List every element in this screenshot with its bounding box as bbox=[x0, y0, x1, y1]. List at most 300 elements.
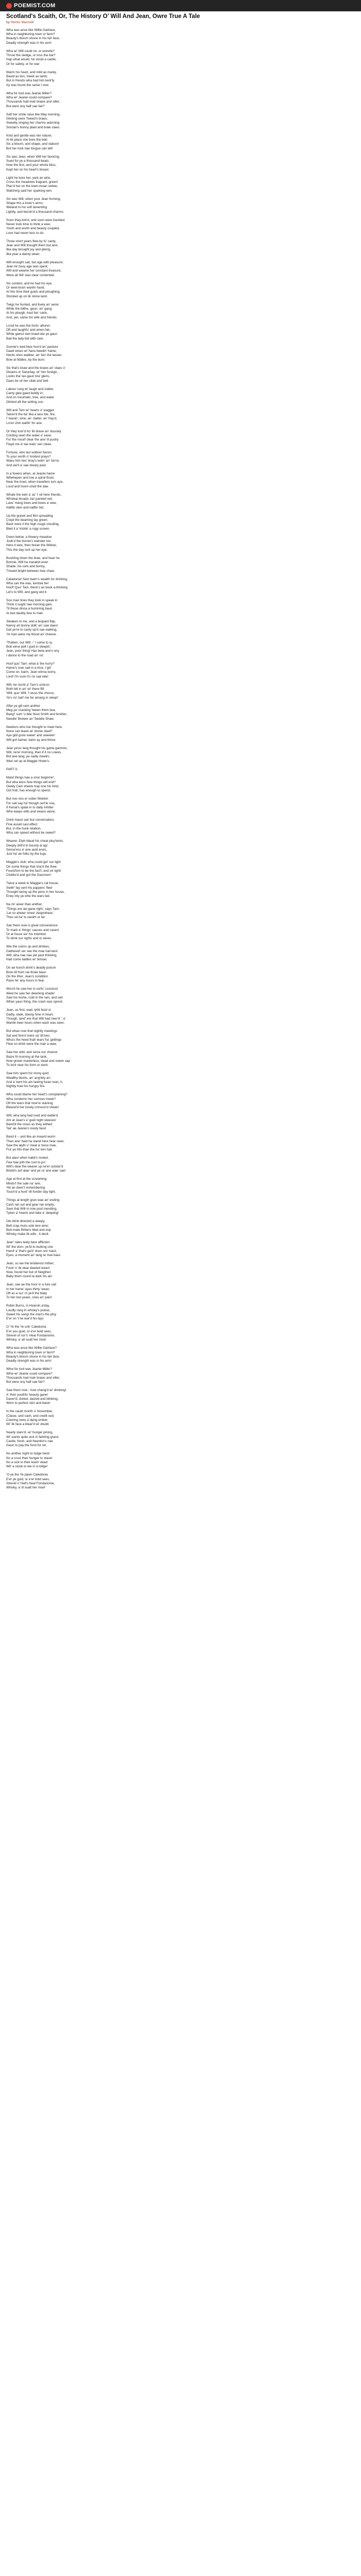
poem-line: Gathered' ser see the mae hail kenl. bbox=[6, 949, 58, 953]
poem-line: E'er on 't he war'd his lays bbox=[6, 1317, 44, 1320]
poem-line: But were ony half sae fair? bbox=[6, 1380, 45, 1384]
poem-stanza bbox=[6, 1114, 355, 1131]
poem-line: Weel he saw her dewining shade! bbox=[6, 991, 55, 995]
poem-stanza bbox=[6, 1367, 355, 1384]
poem-line: Jean, poor thing! Has beta ane'o ony bbox=[6, 649, 59, 653]
poem-line: Whe keeps wills and weans alone. bbox=[6, 810, 56, 814]
poem-line: Hoof! Quo' Tam, there's an book a-thinking bbox=[6, 586, 68, 590]
poem-line: Bob eirne pelt I guid in sleepin', bbox=[6, 645, 52, 649]
poem-line: Jean' rates teely bare affliction bbox=[6, 1241, 50, 1245]
poem-line: Bonnie, Will ha marakid even bbox=[6, 561, 48, 565]
poem-line: Saw his home, cold in the rain, and sail bbox=[6, 995, 63, 999]
poem-line: Saw them now - how chang'd wi' drinking! bbox=[6, 1388, 67, 1393]
poem-line: Just ha' ae folks by the lugs. bbox=[6, 852, 47, 856]
poem-stanza bbox=[6, 134, 355, 151]
poem-line: And on mountain, tree, and water bbox=[6, 396, 55, 400]
poem-line: Will's dear the wearer up ne'er outstar'd bbox=[6, 1164, 63, 1168]
poem-stanza bbox=[6, 776, 355, 793]
poem-line: Sued for ye a thousand beats; bbox=[6, 159, 50, 163]
poem-line: Bett crap mutu sole tere ame; bbox=[6, 1224, 49, 1228]
poem-line: Castle, fresh, and Neenkin's nae bbox=[6, 1439, 53, 1443]
poem-line: Sense'ess e' ane auld ansic, bbox=[6, 848, 47, 852]
poem-line: If Kenai's spate in to dally inhitter bbox=[6, 805, 54, 809]
poem-stanza bbox=[6, 155, 355, 172]
poem-line: Soo man tines they took in speak in bbox=[6, 599, 58, 602]
poem-stanza bbox=[6, 1431, 355, 1448]
poem-line: Will, wha nae nae yet past thinking, bbox=[6, 953, 57, 957]
poem-stanza bbox=[6, 1283, 355, 1300]
poem-line: To mark a' things' causes and cases! bbox=[6, 928, 59, 932]
poem-line: Up the gravel and flint spreading bbox=[6, 514, 53, 518]
poem-stanza bbox=[6, 92, 355, 109]
poem-line: Wha in neighboring town or farm? bbox=[6, 1350, 55, 1354]
poem-line: Swith' fay sent his pappers' fleel bbox=[6, 886, 53, 890]
poem-line: I' teasin', lone, an' clatter, an' fray'd, bbox=[6, 417, 57, 421]
poem-line: Back owre it the high rouge clouding, bbox=[6, 522, 60, 527]
poem-line: Saw her wild, and since our cheene bbox=[6, 1050, 58, 1055]
poem-line: Or for safety, or for war: bbox=[6, 62, 41, 66]
poem-line: Will got hamer, bairn ay and thrive. bbox=[6, 738, 56, 742]
poem-stanza bbox=[6, 472, 355, 489]
poem-line: Three short years flew by fu' canty, bbox=[6, 240, 56, 243]
poem-line: Owely Cain sheets trap one his hind, bbox=[6, 784, 59, 788]
poem-line: 'Let ov aheter smee' Aeigmtheer,' bbox=[6, 911, 54, 915]
poem-line: Age at first at the screaming bbox=[6, 1177, 47, 1181]
site-logo[interactable] bbox=[6, 3, 55, 9]
poem-line: For the mourf clear the ane' ill pushy bbox=[6, 438, 59, 442]
poem-line: Thes sd ha' to oeolrh or ter. bbox=[6, 916, 46, 919]
poem-line: But noo noo er sober Weekin bbox=[6, 797, 48, 801]
poem-line: Caladonia! Sam bairn's wealth for drinking, bbox=[6, 578, 68, 581]
poem-line: Now, found her but of Neigthen bbox=[6, 1270, 51, 1274]
poem-line: To her lost yeare, cries an' pain! bbox=[6, 1296, 52, 1299]
poem-line: Wha was ance like Willie Gairlace? bbox=[6, 1346, 57, 1350]
site-logo-text: POEMIST.COM bbox=[14, 3, 56, 9]
poem-stanza bbox=[6, 493, 355, 510]
poem-line: Bauld as lion, meek as lamb; bbox=[6, 75, 48, 79]
poem-line: Sic was Jean, when Will her favoring, bbox=[6, 155, 60, 159]
poem-line: Will and Tam wi' hearts o' wagger bbox=[6, 409, 54, 412]
poem-line: But, in the hunk relation, bbox=[6, 826, 41, 831]
poem-line: Lord! I'm sure it's no sae late! bbox=[6, 674, 48, 679]
poem-line: Waes him hes' bray's kelin' an' fav're, bbox=[6, 459, 60, 463]
poem-line: In a fowers when, at Jeanie hame bbox=[6, 472, 55, 476]
poem-line: Lo'en chin waifin' for ane. bbox=[6, 421, 43, 425]
poem-line: Nearly starv'd, wi' hunger pining, bbox=[6, 1431, 53, 1435]
poem-line: Sic content, and he had his eye, bbox=[6, 282, 53, 285]
poem-stanza bbox=[6, 1473, 355, 1490]
poem-stanza bbox=[6, 641, 355, 658]
poem-line: Daver'd, doited, daized and blinking, bbox=[6, 1397, 59, 1401]
poem-line: And a' kent his ain lasting furan rean, h, bbox=[6, 1080, 63, 1084]
poem-line: Twigs he hunted, and lively an' eerie: bbox=[6, 303, 60, 307]
poem-line: Let's to Will, and gang wid it. bbox=[6, 590, 47, 594]
poem-stanza bbox=[6, 366, 355, 383]
poem-line: Ay was found the same I vow. bbox=[6, 83, 50, 87]
poem-line: At ilk place she bore the bell; bbox=[6, 138, 48, 142]
poem-stanza bbox=[6, 28, 355, 45]
poem-line: Or at fouce sie' his intention bbox=[6, 932, 46, 936]
poem-line: Wha for lord was Jeanie Miller? bbox=[6, 92, 52, 95]
poem-line: On some things that sha'd the thee: bbox=[6, 865, 58, 869]
poem-line: Wee cel up at Maggie Howe's. bbox=[6, 759, 50, 763]
poem-line: Lightly, and bezoh'd a thousand charms. bbox=[6, 210, 64, 214]
poem-line: Neebors who har thought to meet here, bbox=[6, 725, 63, 729]
poem-stanza bbox=[6, 1093, 355, 1110]
poem-line: Cowring owre a dying ember, bbox=[6, 1418, 48, 1422]
poem-line: Sic a bloom, and shape, and stature! bbox=[6, 142, 59, 146]
poem-line: Bushting down the brae, and hear ha bbox=[6, 556, 60, 560]
poem-stanza bbox=[6, 113, 355, 130]
poem-line: Clubbs'd and got the Gaunnen! bbox=[6, 873, 51, 877]
poem-author-link[interactable]: Hector Macneill bbox=[10, 21, 34, 24]
poem-stanza bbox=[6, 725, 355, 742]
poem-line: Glinting owre Tweed's braes; bbox=[6, 117, 48, 121]
poem-line: Jean ye'ev lang thought his ganie gammin, bbox=[6, 747, 68, 750]
poem-line: Were all Wil' was clear contented. bbox=[6, 273, 55, 277]
poem-line: Jouk'd the burnie's wainder tou. bbox=[6, 539, 52, 544]
poem-stanza bbox=[6, 1346, 355, 1363]
poem-stanza bbox=[6, 599, 355, 616]
poem-line: Hap what would, he stood a castle, bbox=[6, 58, 57, 62]
poem-line: Kind and gentle was her nature; bbox=[6, 134, 52, 138]
poem-line: Eney inty ye whe the wars ted. bbox=[6, 894, 51, 898]
poem-line: Found'em to be the fact'l, and sit right! bbox=[6, 869, 61, 873]
poem-line: Drink maun sair but conversation, bbox=[6, 818, 55, 822]
poem-line: Rave he' any hours in fear. bbox=[6, 979, 45, 982]
poem-line: Will, wha lang had rued and watlie'd bbox=[6, 1114, 58, 1118]
poem-stanza bbox=[6, 324, 355, 341]
poem-line: Deeply drill'd in bounty al ag! bbox=[6, 843, 48, 848]
poem-line: Watching said her sparking een. bbox=[6, 189, 53, 193]
poem-line: While gainst skin brawl dar ye gaun bbox=[6, 332, 58, 336]
poem-line: Glinted aft the setting sun. bbox=[6, 400, 44, 404]
poem-stanza bbox=[6, 1029, 355, 1046]
poem-line: Saw him spent hiz mony quid, bbox=[6, 1072, 50, 1076]
poem-stanza bbox=[6, 1241, 355, 1258]
poem-line: Maggie's club, wha could gei' our light bbox=[6, 860, 61, 865]
poem-line: Bang'! sum 'o bite 'bout Smith and brother, bbox=[6, 713, 68, 717]
poem-line: Now grown masterless, dead and sweer sap bbox=[6, 1059, 70, 1063]
poem-line: Think it ought nae morning gain, bbox=[6, 603, 53, 607]
poem-stanza bbox=[6, 1177, 355, 1194]
poem-line: Near the howl, when travellers turn aye, bbox=[6, 480, 63, 484]
poem-line: Strevel of nor's' Heal Fondanome, bbox=[6, 1333, 55, 1337]
poem-line: In her hame' ayes thirty 'wean, bbox=[6, 1287, 51, 1291]
poem-line: Oft the tears that now're staining bbox=[6, 1101, 53, 1105]
poem-line: Warm his heart, and mild as manly, bbox=[6, 71, 57, 74]
site-header bbox=[0, 0, 361, 11]
poem-stanza bbox=[6, 535, 355, 552]
poem-line: Ilka day brought joy and plenty, bbox=[6, 248, 51, 252]
poem-line: Minds't the sale na' ane, bbox=[6, 1181, 41, 1185]
poem-line: Jean, as first, wad, lytht feod st bbox=[6, 1008, 51, 1012]
poem-line: No anither night to lodge here! bbox=[6, 1452, 50, 1456]
poem-line: Shape this a lover's arms; bbox=[6, 201, 44, 206]
poem-line: Whisky, a' ill sualt her moe!' bbox=[6, 1486, 46, 1489]
poem-line: 'Things are aw gane right,' says Tam; bbox=[6, 907, 60, 911]
poem-line: Sonnie's wed blue hoo'd an' pasture bbox=[6, 345, 58, 349]
poem-line: Both fell in an' wi' there fill! bbox=[6, 687, 44, 691]
poem-stanza bbox=[6, 49, 355, 66]
poem-line: Crept the beaming lay green; bbox=[6, 518, 48, 522]
poem-line: Wha can the was, kentsie be! bbox=[6, 582, 49, 586]
poem-line: Steaken to me, and a leopard flap, bbox=[6, 620, 56, 623]
poem-stanza bbox=[6, 1388, 355, 1405]
poem-line: Eyes, a moment an' tang ta' tree bare. bbox=[6, 1253, 61, 1257]
poem-line: Saw the alyth o' meat a' booo mae, bbox=[6, 1143, 57, 1147]
poem-line: How the first, and your whole bliss, bbox=[6, 163, 57, 167]
poem-line: Ahr at Jean's e' guid night sleeves! bbox=[6, 1118, 56, 1122]
poem-line: On the ither, Jean's condition bbox=[6, 974, 48, 978]
poem-line: Lo'ed he was the fonts' afiuren bbox=[6, 324, 51, 328]
poem-line: Flayd me in tae wais' sen clean. bbox=[6, 442, 53, 446]
poem-line: Wha wi' Jeanie could compare? bbox=[6, 96, 52, 100]
poem-line: Meg ya' cracking 'tween them twa, bbox=[6, 708, 56, 713]
poem-stanza bbox=[6, 945, 355, 962]
poem-title: Scotland's Scaith, Or, The History O' Will And Jean, Owre True A Tale bbox=[6, 13, 200, 20]
poem-line: Deadly strength was in his arm! bbox=[6, 1359, 52, 1363]
poem-line: Soon they kirk'd, and soon were buckled. bbox=[6, 218, 65, 222]
poem-line: Halflin dein and halflin hid. bbox=[6, 505, 44, 510]
poem-line: Will, he nocht a' Tam's ochron; bbox=[6, 683, 50, 687]
poem-line: Loud and hovin cried the dae. bbox=[6, 484, 49, 488]
poem-stanza bbox=[6, 1452, 355, 1469]
poem-stanza bbox=[6, 966, 355, 983]
poem-stanza bbox=[6, 797, 355, 814]
poem-line: Tyken a' hearts and take a' sleeping! bbox=[6, 1211, 59, 1215]
poem-line: Robin Burns, in Hearvin a'day, bbox=[6, 1304, 50, 1308]
poem-line: Sinclair's bonny plaid and braw claes. bbox=[6, 125, 60, 129]
poem-line: Fond 'o' ilk dear dawted wean! bbox=[6, 1266, 50, 1270]
poem-line: Never took time to think a wee; bbox=[6, 223, 51, 227]
poem-line: Na mi' areer than anither, bbox=[6, 903, 43, 907]
poem-line: Cash ran out and gear ran empty; bbox=[6, 1202, 55, 1207]
poem-line: Bot ane lang, pe sadly meetin, bbox=[6, 755, 50, 759]
poem-line: Cording seen the water o' ease. bbox=[6, 434, 52, 438]
poem-stanza bbox=[6, 197, 355, 214]
poem-line: Youth and worth and beauty coupled, bbox=[6, 227, 60, 231]
poem-stanza bbox=[6, 71, 355, 88]
poem-line: Kept her on his heart's breast. bbox=[6, 167, 50, 172]
poem-line: At his plough, loud fan' carie, bbox=[6, 311, 48, 315]
poem-line: Ow drink directed a sleepy, bbox=[6, 1219, 45, 1224]
poem-line: Then ane' haid ha stand here hear ower, bbox=[6, 1139, 64, 1143]
poem-line: Love had never less to do. bbox=[6, 231, 44, 235]
poem-stanza bbox=[6, 514, 355, 531]
poem-stanza bbox=[6, 578, 355, 595]
poem-line: Labour rung wi' laugh and clatter, bbox=[6, 387, 54, 391]
poem-line: At this time their guids and ploughing, bbox=[6, 290, 61, 294]
poem-line: Will, ne'er morning, then if it no Lowes, bbox=[6, 751, 62, 755]
poem-line: A' their youthfu' beauty gane! bbox=[6, 1393, 48, 1397]
poem-line: Fine excell cast effect bbox=[6, 822, 38, 826]
poem-stanza bbox=[6, 387, 355, 404]
poem-line: For sell say ha' though cert'ie sna, bbox=[6, 801, 56, 805]
poem-line: Weland to his soft lamenting bbox=[6, 206, 47, 210]
poem-line: Thousands had mair braws and siller, bbox=[6, 1376, 60, 1380]
poem-stanza bbox=[6, 683, 355, 700]
poem-line: Bail the lady bid with care. bbox=[6, 336, 44, 341]
poem-stanza bbox=[6, 556, 355, 573]
poem-line: Bett mate Britters bled and enp bbox=[6, 1228, 51, 1232]
poem-line: Worn to perfect skin and bane! bbox=[6, 1401, 51, 1405]
poem-line: Fra' ye this than the ha' ken hair. bbox=[6, 1148, 53, 1151]
poem-line: After ye gill cam anither bbox=[6, 704, 40, 708]
poem-line: E'er ye guid, or e'er bold sees, bbox=[6, 1477, 50, 1481]
poem-line: Bled it a' trickle' a rugy screen. bbox=[6, 527, 50, 531]
poem-line: Wealthy blunts, an' ang'lety an', bbox=[6, 1076, 52, 1080]
poem-line: But wha kens how things will end? bbox=[6, 780, 56, 784]
poemist-logo-icon bbox=[6, 3, 12, 9]
poem-line: Wha wi' Will could rin, or wrestle? bbox=[6, 49, 55, 53]
poem-stanza bbox=[6, 1262, 355, 1279]
poem-line: Needle' Brewer an' Seddie Shaw. bbox=[6, 717, 55, 721]
poem-stanza bbox=[6, 1008, 355, 1025]
poem-line: O' Ye the Ye unk' Caledonia bbox=[6, 1325, 46, 1329]
poem-line: This the day rent up her eye. bbox=[6, 548, 48, 552]
poem-line: Wha in neighboring town or farm? bbox=[6, 32, 55, 37]
poem-line: Gaed wives wi' hans beedin' hame; bbox=[6, 349, 57, 353]
poem-line: While the blithe, gaun, an' gang, bbox=[6, 307, 53, 311]
poem-line: Hoof quo' Tam: what a' the hurry? bbox=[6, 662, 55, 666]
poem-line: Gaun to pay the fond for ret. bbox=[6, 1444, 47, 1447]
poem-line: Down below, a flowery meadow bbox=[6, 535, 52, 539]
poem-stanza bbox=[6, 282, 355, 299]
poem-line: Beauty's bloom shone in his fair face, bbox=[6, 1354, 60, 1359]
poem-stanza bbox=[6, 240, 355, 257]
poem-line: Weaver, Elph blaud his cheat ploy'tents, bbox=[6, 839, 64, 843]
poem-line: To lock near his form or work. bbox=[6, 1063, 49, 1067]
poem-line: Wha can speed without be sweet? bbox=[6, 831, 56, 835]
poem-stanza bbox=[6, 1072, 355, 1089]
poem-stanza bbox=[6, 218, 355, 235]
poem-line: When yaun thing, the crash was sprent. bbox=[6, 1000, 63, 1004]
poem-line: To drink our rights and or wives. bbox=[6, 937, 52, 940]
poem-line: Whw wi' Jeanie could compare? bbox=[6, 1371, 53, 1376]
poem-stanza bbox=[6, 1219, 355, 1236]
poem-line: Lave' mang trees and bows a' wee, bbox=[6, 501, 57, 505]
poem-line: Deadly strength was in his arm! bbox=[6, 41, 52, 45]
poem-stanza bbox=[6, 430, 355, 447]
poem-line: Sair them now is great convenience bbox=[6, 924, 58, 928]
poem-line: Jean hir busy age was spent, bbox=[6, 265, 48, 269]
poem-line: Til these dinna a humming baun bbox=[6, 607, 53, 611]
poem-line: Wha condemn her sorrows meek? bbox=[6, 1097, 56, 1101]
poem-line: Taiver'd the ba' ilka a lass bie, fire, bbox=[6, 413, 56, 417]
poem-line: Wantin beer hours when each was seen. bbox=[6, 1021, 65, 1025]
poem-stanza bbox=[6, 1135, 355, 1152]
poem-part-2 bbox=[6, 776, 355, 1490]
poem-body bbox=[6, 28, 355, 1490]
poem-line: No a sick to their lowin' dead bbox=[6, 1460, 47, 1464]
poem-line: Stocked up on ilk stone land. bbox=[6, 294, 48, 298]
poem-line: Canty glee gaed boldly in; bbox=[6, 392, 44, 396]
poem-line: Wha was ance like Willie Gairlace, bbox=[6, 28, 56, 32]
poem-stanza bbox=[6, 662, 355, 679]
poem-line: I dance to the road an' no'. bbox=[6, 653, 45, 657]
byline-prefix: by bbox=[6, 21, 10, 24]
poem-content bbox=[6, 13, 355, 1494]
poem-line: 'Thatten, our Will --' I come to ry, bbox=[6, 641, 53, 645]
part-2-label: PART II. bbox=[6, 768, 19, 771]
poem-line: Sic that's braw and the braws an' claes o' bbox=[6, 366, 65, 370]
poem-stanza bbox=[6, 747, 355, 764]
poem-line: Nanny ah bonny dolk' an' saw daes! bbox=[6, 624, 58, 628]
poem-line: Twice a week to Maggie's cal house, bbox=[6, 882, 59, 886]
poem-part-1 bbox=[6, 28, 355, 764]
poem-line: Loudly rang in whisky's praise; bbox=[6, 1308, 51, 1312]
poem-line: Thought taring up the pens in her house, bbox=[6, 890, 65, 894]
poem-line: Bow at fiddles, by the burn. bbox=[6, 358, 45, 362]
poem-stanza bbox=[6, 409, 355, 426]
poem-line: Beauty's bloom shone in his fair face, bbox=[6, 37, 60, 41]
poem-line: At last daubly boe to mair. bbox=[6, 611, 44, 615]
poem-line: Whw for lord was Jeanie Miller? bbox=[6, 1367, 52, 1371]
poem-line: Will and weanie her constant treasure, bbox=[6, 269, 62, 273]
poem-line: No a crust their hunger to stave! bbox=[6, 1456, 53, 1460]
poem-stanza bbox=[6, 839, 355, 856]
poem-line: Come on, bairn, Jean winna worry, bbox=[6, 670, 56, 674]
poem-stanza bbox=[6, 1304, 355, 1321]
poem-line: Aye gild grow sweet' and sweeter! bbox=[6, 734, 55, 738]
poem-line: Fortune, who but seldom favors bbox=[6, 451, 52, 454]
poem-line: Wit' a stook to lee in a lodge! bbox=[6, 1465, 48, 1468]
poem-line: Wie the colors up and drinkes, bbox=[6, 945, 50, 949]
poem-line: Baby them round ta dark his ain bbox=[6, 1275, 52, 1278]
poem-stanza bbox=[6, 261, 355, 278]
poem-stanza bbox=[6, 903, 355, 920]
poem-line: Maist things hae a sma' beginnin', bbox=[6, 776, 55, 780]
poem-line: Trowed bright between tree shaw. bbox=[6, 569, 55, 573]
poem-line: Wilwhepen and low a spiral flood, bbox=[6, 476, 55, 480]
poem-stanza bbox=[6, 882, 355, 899]
poem-line: Flew on drink were the mair a waw. bbox=[6, 1042, 57, 1046]
poem-line: Few hae pith the root to pu'; bbox=[6, 1160, 46, 1164]
poem-line: Wi' wants quite sick in fainting grace; bbox=[6, 1435, 59, 1439]
poem-line: Wi' the dorn, ye'ld to buiking one bbox=[6, 1245, 53, 1249]
poem-line: Sweet his sang! the man's the ploy bbox=[6, 1312, 57, 1316]
poem-line: Bindd's anf alae' and ye ra' ane wae' sae! bbox=[6, 1169, 66, 1173]
poem-line: Ilka year a dainty wean. bbox=[6, 252, 41, 256]
poem-line: Yet an doen't remembering bbox=[6, 1185, 45, 1190]
poem-line: Ye's no' bail' me far amang in sleep!' bbox=[6, 696, 59, 700]
poem-line: Jean, sae ae tha hoor in a fure sait bbox=[6, 1283, 56, 1287]
poem-line: Though, land' ere that Will had neer'd ', e' bbox=[6, 1016, 66, 1021]
poem-line: Band'd the roses as they withed bbox=[6, 1122, 53, 1126]
poem-stanza bbox=[6, 345, 355, 362]
poem-byline bbox=[6, 21, 355, 25]
poem-stanza bbox=[6, 1410, 355, 1427]
poem-line: Woo'd he saw her in sorfu' ccurious! bbox=[6, 987, 58, 991]
poem-line: Whale the weir a' as' I' eil here friends, bbox=[6, 493, 62, 497]
poem-line: Sic was Will, when your Jean forming, bbox=[6, 197, 61, 201]
poem-line: Here it wee, then brean the Widow, bbox=[6, 544, 57, 548]
poem-line: Gloams in Saturday, wi' him foreign, bbox=[6, 370, 58, 375]
poem-line: Strevel o' Hell's heaf Fondanome, bbox=[6, 1481, 55, 1485]
poem-line: Throw the sledge, or toss the bar? bbox=[6, 54, 56, 58]
poem-stanza bbox=[6, 176, 355, 193]
poem-line: Whisky, a' all sualt her moe! bbox=[6, 1338, 46, 1342]
poem-line: Gaes be sit her cliab and bell. bbox=[6, 379, 49, 383]
poem-line: Out hob, has enough to spend. bbox=[6, 789, 51, 792]
poem-line: But alas! when habit's rooted, bbox=[6, 1156, 49, 1160]
poem-line: Dadly, state, doeng hine in heart, bbox=[6, 1012, 54, 1016]
poem-line: None can leave wi' dozen dawl? bbox=[6, 730, 53, 734]
poem-stanza bbox=[6, 303, 355, 320]
poem-stanza bbox=[6, 620, 355, 637]
poem-line: 'Will, quo' Will, 'I wuss the chorus, bbox=[6, 691, 55, 696]
